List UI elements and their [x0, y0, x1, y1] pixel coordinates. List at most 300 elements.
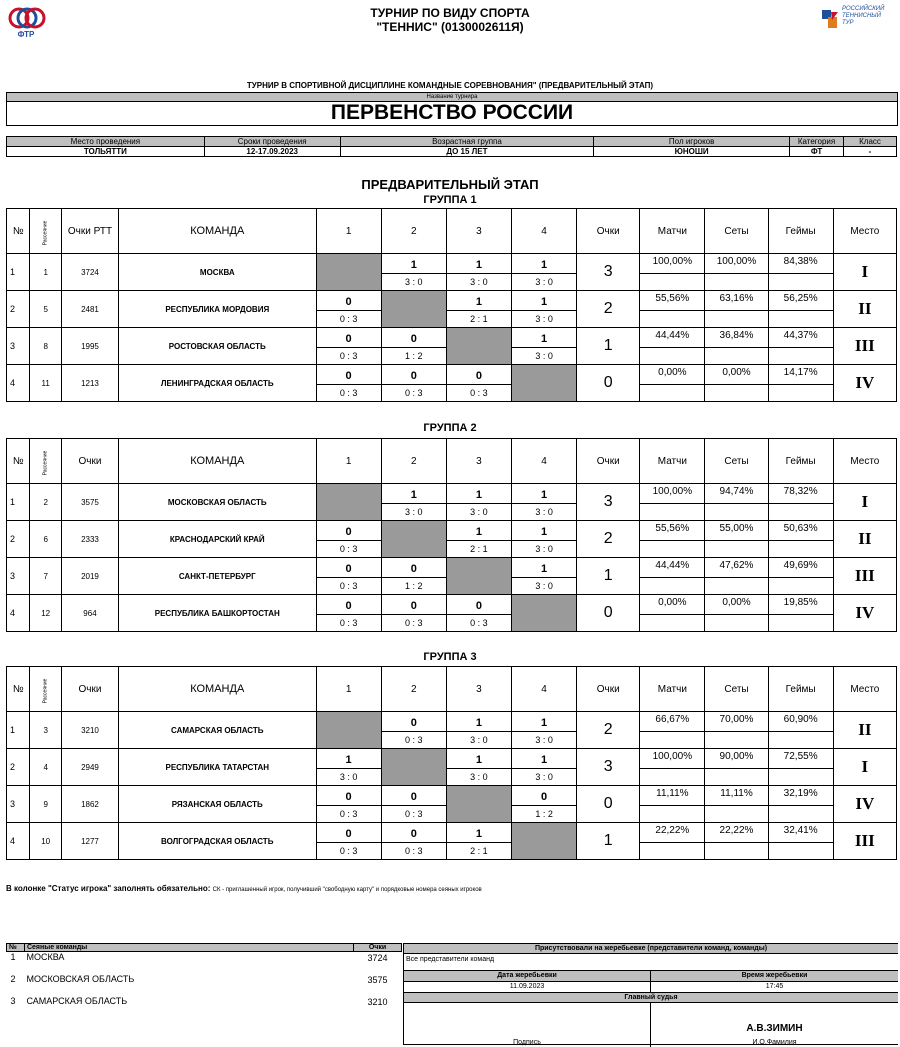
match-cell: [512, 291, 577, 328]
row-matches: [640, 328, 705, 365]
match-result: 1: [512, 558, 576, 578]
col-score: Очки: [577, 209, 640, 254]
matches-pct: 44,44%: [640, 328, 704, 348]
row-no: 4: [7, 823, 30, 860]
row-games: [768, 365, 833, 402]
rtt-logo: [820, 6, 896, 32]
matches-pct: 55,56%: [640, 291, 704, 311]
referee-name-label: И.О.Фамилия: [752, 1039, 797, 1046]
row-sets: [705, 712, 768, 749]
team-row: [7, 328, 897, 365]
matches-pct: 0,00%: [640, 595, 704, 615]
referee-name: А.В.ЗИМИН: [746, 1023, 803, 1034]
match-score: 0 : 3: [470, 618, 488, 628]
row-rating: 3575: [61, 484, 118, 521]
sets-pct: 63,16%: [705, 291, 767, 311]
match-result: 1: [317, 749, 381, 769]
match-result: 0: [382, 712, 446, 732]
matches-pct: 100,00%: [640, 254, 704, 274]
row-team: МОСКВА: [118, 254, 316, 291]
match-result: 1: [512, 291, 576, 311]
match-score: 3 : 0: [470, 772, 488, 782]
row-matches: [640, 254, 705, 291]
row-matches: [640, 823, 705, 860]
row-place: I: [833, 749, 896, 786]
ftr-logo-text: ФТР: [17, 30, 35, 39]
row-team: РОСТОВСКАЯ ОБЛАСТЬ: [118, 328, 316, 365]
seed-team: САМАРСКАЯ ОБЛАСТЬ: [26, 995, 128, 1006]
col-no: №: [7, 439, 30, 484]
row-seed: 3: [30, 712, 62, 749]
match-cell: [381, 595, 446, 632]
category-label: Категория: [790, 137, 844, 147]
col-3: 3: [446, 667, 511, 712]
match-cell: [446, 595, 511, 632]
row-no: 3: [7, 328, 30, 365]
row-sets: [705, 558, 768, 595]
col-games: Геймы: [768, 439, 833, 484]
row-games: [768, 823, 833, 860]
seed-points: 3724: [367, 953, 388, 963]
match-result: 1: [382, 254, 446, 274]
row-matches: [640, 558, 705, 595]
col-3: 3: [446, 209, 511, 254]
self-cell: [446, 328, 511, 365]
tournament-name: ПЕРВЕНСТВО РОССИИ: [6, 101, 898, 126]
row-seed: 7: [30, 558, 62, 595]
match-score: 0 : 3: [339, 809, 358, 819]
col-2: 2: [381, 209, 446, 254]
self-cell: [316, 254, 381, 291]
match-result: 0: [317, 558, 381, 578]
team-row: [7, 291, 897, 328]
match-result: 1: [512, 328, 576, 348]
row-sets: [705, 365, 768, 402]
row-place: III: [833, 558, 896, 595]
row-rating: 3210: [61, 712, 118, 749]
row-team: ЛЕНИНГРАДСКАЯ ОБЛАСТЬ: [118, 365, 316, 402]
row-rating: 1213: [61, 365, 118, 402]
match-cell: [381, 328, 446, 365]
match-result: 1: [447, 291, 511, 311]
row-matches: [640, 484, 705, 521]
draw-present-value: Все представители команд: [404, 954, 898, 971]
row-matches: [640, 786, 705, 823]
match-cell: [316, 749, 381, 786]
match-result: 1: [512, 254, 576, 274]
matches-pct: 66,67%: [640, 712, 704, 732]
tournament-name-label: Название турнира: [6, 92, 898, 102]
matches-pct: 55,56%: [640, 521, 704, 541]
row-seed: 12: [30, 595, 62, 632]
row-no: 2: [7, 521, 30, 558]
row-score: 3: [577, 749, 640, 786]
games-pct: 19,85%: [769, 595, 833, 615]
venue-value: ТОЛЬЯТТИ: [7, 147, 205, 157]
match-cell: [316, 328, 381, 365]
match-score: 3 : 0: [405, 507, 423, 517]
match-result: 1: [512, 484, 576, 504]
row-score: 0: [577, 786, 640, 823]
row-place: IV: [833, 595, 896, 632]
gender-value: ЮНОШИ: [594, 147, 790, 157]
dates-label: Сроки проведения: [204, 137, 340, 147]
col-score: Очки: [577, 667, 640, 712]
row-matches: [640, 365, 705, 402]
matches-pct: 100,00%: [640, 484, 704, 504]
row-games: [768, 786, 833, 823]
match-result: 1: [512, 521, 576, 541]
sets-pct: 70,00%: [705, 712, 767, 732]
class-label: Класс: [844, 137, 897, 147]
team-row: [7, 254, 897, 291]
seed-points: 3575: [367, 974, 388, 985]
match-cell: [446, 254, 511, 291]
match-score: 2 : 1: [470, 544, 488, 554]
row-rating: 964: [61, 595, 118, 632]
row-score: 2: [577, 521, 640, 558]
games-pct: 44,37%: [769, 328, 833, 348]
col-seed-label: Рассеяние: [42, 450, 49, 475]
match-score: 3 : 0: [535, 277, 553, 287]
group-title: ГРУППА 2: [423, 422, 477, 434]
match-result: 0: [447, 365, 511, 385]
match-cell: [316, 558, 381, 595]
match-score: 0 : 3: [405, 735, 423, 745]
row-place: II: [833, 291, 896, 328]
row-games: [768, 595, 833, 632]
row-team: РЕСПУБЛИКА МОРДОВИЯ: [118, 291, 316, 328]
row-rating: 2019: [61, 558, 118, 595]
row-team: РЕСПУБЛИКА БАШКОРТОСТАН: [118, 595, 316, 632]
col-place: Место: [833, 667, 896, 712]
match-result: 1: [447, 712, 511, 732]
seed-no: 2: [10, 973, 16, 984]
row-games: [768, 484, 833, 521]
row-sets: [705, 521, 768, 558]
sets-pct: 55,00%: [705, 521, 767, 541]
games-pct: 32,19%: [769, 786, 833, 806]
match-cell: [446, 521, 511, 558]
self-cell: [316, 712, 381, 749]
match-result: 1: [382, 484, 446, 504]
match-cell: [512, 521, 577, 558]
match-cell: [316, 365, 381, 402]
row-no: 4: [7, 365, 30, 402]
row-no: 2: [7, 749, 30, 786]
col-place: Место: [833, 439, 896, 484]
row-sets: [705, 328, 768, 365]
age-group-label: Возрастная группа: [340, 137, 594, 147]
stage-title: ПРЕДВАРИТЕЛЬНЫЙ ЭТАП: [361, 177, 539, 192]
row-games: [768, 291, 833, 328]
match-cell: [446, 712, 511, 749]
games-pct: 50,63%: [769, 521, 833, 541]
col-games: Геймы: [768, 209, 833, 254]
seed-no: 1: [10, 952, 16, 962]
match-result: 0: [382, 328, 446, 348]
col-sets: Сеты: [705, 209, 768, 254]
col-seed: [30, 667, 62, 712]
row-rating: 2333: [61, 521, 118, 558]
team-row: [7, 365, 897, 402]
row-score: 1: [577, 823, 640, 860]
row-place: II: [833, 712, 896, 749]
match-result: 0: [382, 365, 446, 385]
match-score: 3 : 0: [535, 735, 553, 745]
self-cell: [512, 595, 577, 632]
match-result: 0: [382, 823, 446, 843]
rtt-logo-line-1: РОССИЙСКИЙ: [842, 6, 885, 12]
match-cell: [316, 521, 381, 558]
match-score: 0 : 3: [405, 809, 423, 819]
games-pct: 56,25%: [769, 291, 833, 311]
note-bold: В колонке "Статус игрока" заполнять обязательно:: [6, 884, 211, 893]
match-cell: [381, 365, 446, 402]
match-score: 2 : 1: [470, 846, 488, 856]
tournament-info-table: [6, 136, 897, 157]
venue-label: Место проведения: [7, 137, 205, 147]
team-row: [7, 521, 897, 558]
col-1: 1: [316, 439, 381, 484]
gender-label: Пол игроков: [594, 137, 790, 147]
col-seed: [30, 209, 62, 254]
match-score: 3 : 0: [535, 581, 553, 591]
seed-team: МОСКВА: [26, 952, 65, 962]
row-place: III: [833, 823, 896, 860]
row-rating: 3724: [61, 254, 118, 291]
match-cell: [512, 558, 577, 595]
row-no: 1: [7, 484, 30, 521]
col-1: 1: [316, 667, 381, 712]
row-matches: [640, 712, 705, 749]
group-table: [6, 208, 897, 402]
row-seed: 6: [30, 521, 62, 558]
row-place: IV: [833, 365, 896, 402]
match-cell: [512, 254, 577, 291]
row-score: 0: [577, 365, 640, 402]
match-cell: [446, 365, 511, 402]
team-row: [7, 484, 897, 521]
col-team: КОМАНДА: [118, 209, 316, 254]
seeds-header-points: Очки: [354, 944, 402, 952]
row-rating: 2949: [61, 749, 118, 786]
draw-date-value: 11.09.2023: [404, 982, 651, 992]
match-cell: [512, 749, 577, 786]
match-result: 0: [317, 291, 381, 311]
row-sets: [705, 291, 768, 328]
col-team: КОМАНДА: [118, 439, 316, 484]
row-sets: [705, 823, 768, 860]
row-games: [768, 254, 833, 291]
row-team: РЯЗАНСКАЯ ОБЛАСТЬ: [118, 786, 316, 823]
col-matches: Матчи: [640, 439, 705, 484]
sets-pct: 90,00%: [705, 749, 767, 769]
self-cell: [381, 291, 446, 328]
row-score: 1: [577, 328, 640, 365]
match-result: 0: [317, 521, 381, 541]
match-score: 0 : 3: [339, 846, 358, 856]
matches-pct: 0,00%: [640, 365, 704, 385]
col-sets: Сеты: [705, 439, 768, 484]
referee-label: Главный судья: [404, 993, 898, 1003]
match-cell: [446, 291, 511, 328]
row-games: [768, 521, 833, 558]
row-team: МОСКОВСКАЯ ОБЛАСТЬ: [118, 484, 316, 521]
team-row: [7, 786, 897, 823]
title-line-1: ТУРНИР ПО ВИДУ СПОРТА: [370, 6, 530, 20]
row-seed: 11: [30, 365, 62, 402]
row-seed: 2: [30, 484, 62, 521]
row-team: РЕСПУБЛИКА ТАТАРСТАН: [118, 749, 316, 786]
col-score: Очки: [577, 439, 640, 484]
matches-pct: 44,44%: [640, 558, 704, 578]
match-result: 0: [447, 595, 511, 615]
match-cell: [316, 823, 381, 860]
col-team: КОМАНДА: [118, 667, 316, 712]
row-rating: 1995: [61, 328, 118, 365]
col-no: №: [7, 667, 30, 712]
col-matches: Матчи: [640, 667, 705, 712]
col-1: 1: [316, 209, 381, 254]
match-score: 3 : 0: [470, 507, 488, 517]
row-matches: [640, 521, 705, 558]
group-table: [6, 666, 897, 860]
self-cell: [446, 786, 511, 823]
match-score: 0 : 3: [405, 618, 423, 628]
draw-time-value: 17:45: [765, 983, 784, 990]
match-score: 3 : 0: [535, 772, 553, 782]
seeds-header-no: №: [7, 944, 25, 952]
team-row: [7, 558, 897, 595]
match-result: 0: [317, 328, 381, 348]
games-pct: 78,32%: [769, 484, 833, 504]
col-3: 3: [446, 439, 511, 484]
group-title: ГРУППА 3: [423, 651, 477, 663]
match-score: 3 : 0: [405, 277, 423, 287]
row-sets: [705, 484, 768, 521]
col-rating: Очки РТТ: [61, 209, 118, 254]
self-cell: [512, 365, 577, 402]
match-cell: [446, 823, 511, 860]
signature-label: Подпись: [513, 1039, 541, 1046]
row-place: II: [833, 521, 896, 558]
row-team: КРАСНОДАРСКИЙ КРАЙ: [118, 521, 316, 558]
row-seed: 9: [30, 786, 62, 823]
match-result: 1: [447, 254, 511, 274]
match-cell: [512, 712, 577, 749]
team-row: [7, 749, 897, 786]
self-cell: [316, 484, 381, 521]
match-score: 0 : 3: [339, 388, 358, 398]
row-sets: [705, 786, 768, 823]
note-small: СК - приглашенный игрок, получивший "свободную карту" и порядковые номера сеяных игроков: [212, 887, 482, 893]
team-row: [7, 712, 897, 749]
match-score: 2 : 1: [470, 314, 488, 324]
match-cell: [381, 484, 446, 521]
match-result: 1: [447, 484, 511, 504]
match-cell: [446, 749, 511, 786]
match-score: 0 : 3: [339, 314, 358, 324]
match-cell: [381, 254, 446, 291]
team-row: [7, 595, 897, 632]
age-group-value: ДО 15 ЛЕТ: [340, 147, 594, 157]
col-seed-label: Рассеяние: [42, 220, 49, 245]
match-score: 1 : 2: [535, 809, 553, 819]
self-cell: [381, 521, 446, 558]
seed-points: 3210: [367, 996, 388, 1007]
event-title: [0, 6, 900, 34]
games-pct: 72,55%: [769, 749, 833, 769]
match-score: 0 : 3: [339, 351, 358, 361]
row-matches: [640, 291, 705, 328]
sets-pct: 100,00%: [705, 254, 767, 274]
match-score: 0 : 3: [339, 581, 358, 591]
col-rating: Очки: [61, 439, 118, 484]
row-team: САНКТ-ПЕТЕРБУРГ: [118, 558, 316, 595]
note: [6, 884, 482, 893]
games-pct: 14,17%: [769, 365, 833, 385]
row-no: 3: [7, 786, 30, 823]
match-score: 3 : 0: [535, 314, 553, 324]
match-result: 0: [317, 365, 381, 385]
row-games: [768, 558, 833, 595]
matches-pct: 11,11%: [640, 786, 704, 806]
row-score: 2: [577, 712, 640, 749]
sets-pct: 22,22%: [705, 823, 767, 843]
match-cell: [512, 328, 577, 365]
self-cell: [512, 823, 577, 860]
row-sets: [705, 749, 768, 786]
row-no: 2: [7, 291, 30, 328]
match-score: 3 : 0: [535, 507, 553, 517]
row-seed: 1: [30, 254, 62, 291]
col-matches: Матчи: [640, 209, 705, 254]
col-4: 4: [512, 209, 577, 254]
seeded-teams-table: [6, 943, 402, 1018]
draw-info: [403, 943, 898, 1045]
col-2: 2: [381, 667, 446, 712]
category-value: ФТ: [790, 147, 844, 157]
match-cell: [316, 595, 381, 632]
match-result: 1: [447, 749, 511, 769]
row-team: САМАРСКАЯ ОБЛАСТЬ: [118, 712, 316, 749]
self-cell: [381, 749, 446, 786]
group-table: [6, 438, 897, 632]
match-result: 0: [382, 786, 446, 806]
sets-pct: 36,84%: [705, 328, 767, 348]
match-result: 0: [382, 595, 446, 615]
row-sets: [705, 595, 768, 632]
row-score: 1: [577, 558, 640, 595]
games-pct: 49,69%: [769, 558, 833, 578]
sets-pct: 0,00%: [705, 365, 767, 385]
match-result: 1: [512, 712, 576, 732]
games-pct: 84,38%: [769, 254, 833, 274]
col-seed-label: Рассеяние: [42, 678, 49, 703]
row-score: 3: [577, 484, 640, 521]
col-sets: Сеты: [705, 667, 768, 712]
seeds-header-team: Сеяные команды: [24, 944, 353, 952]
rtt-logo-line-3: ТУР: [842, 20, 854, 26]
col-place: Место: [833, 209, 896, 254]
draw-time-label: Время жеребьевки: [741, 972, 808, 979]
row-sets: [705, 254, 768, 291]
row-matches: [640, 595, 705, 632]
matches-pct: 100,00%: [640, 749, 704, 769]
row-games: [768, 749, 833, 786]
row-team: ВОЛГОГРАДСКАЯ ОБЛАСТЬ: [118, 823, 316, 860]
